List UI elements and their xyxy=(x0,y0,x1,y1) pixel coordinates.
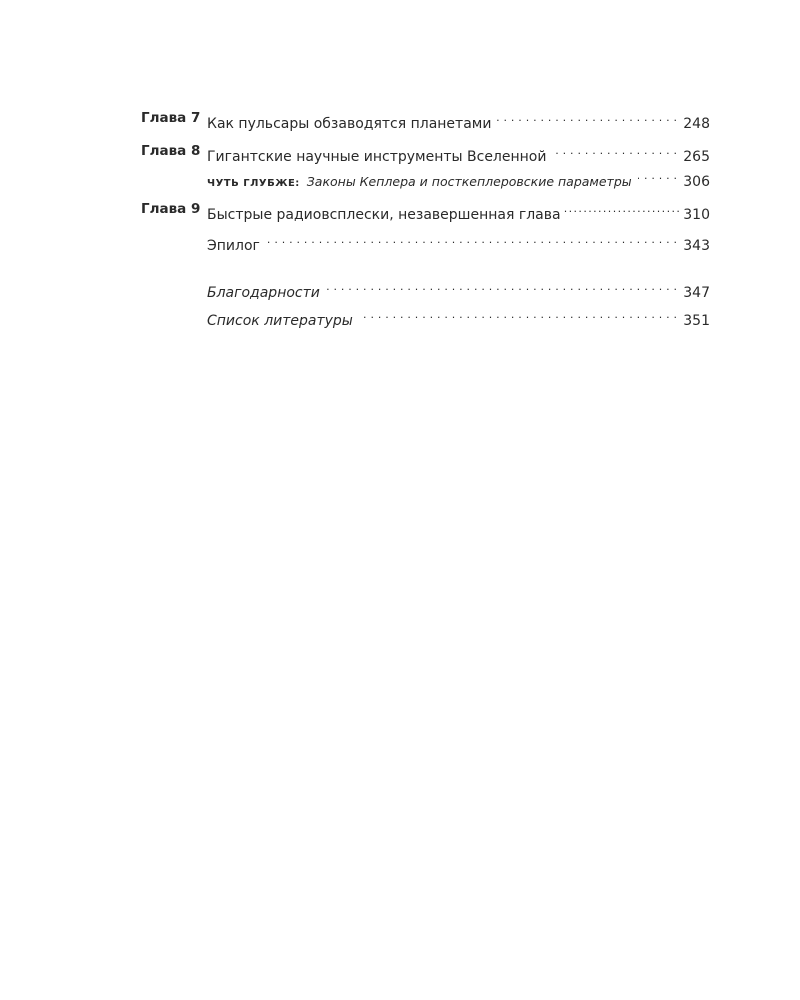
chapter-number: Глава 8 xyxy=(141,143,201,159)
toc-row-deeper-section xyxy=(0,166,800,190)
toc-row-acknowledgements xyxy=(0,277,800,301)
toc-entry xyxy=(207,277,710,303)
dot-leader xyxy=(266,230,677,250)
epilogue-title: Эпилог xyxy=(207,238,260,254)
toc-row-bibliography xyxy=(0,305,800,329)
chapter-title: Быстрые радиовсплески, незавершенная глава xyxy=(207,207,561,223)
page-number: 265 xyxy=(683,149,710,165)
page-number: 351 xyxy=(683,313,710,329)
page-number: 310 xyxy=(683,207,710,223)
toc-row-chapter-8 xyxy=(0,141,800,165)
toc-entry xyxy=(207,305,710,331)
page-number: 248 xyxy=(683,116,710,132)
bibliography-title: Список литературы xyxy=(207,313,353,329)
acknowledgements-title: Благодарности xyxy=(207,285,320,301)
page-number: 343 xyxy=(683,238,710,254)
toc-entry xyxy=(207,230,710,256)
toc-row-chapter-9 xyxy=(0,199,800,223)
dot-leader xyxy=(359,305,677,325)
toc-entry xyxy=(207,141,710,167)
toc-entry xyxy=(207,199,710,225)
chapter-number: Глава 9 xyxy=(141,201,201,217)
chapter-title: Как пульсары обзаводятся планетами xyxy=(207,116,492,132)
dot-leader xyxy=(497,108,677,128)
toc-entry xyxy=(207,166,710,194)
section-title: Законы Кеплера и посткеплеровские параметры xyxy=(306,174,632,189)
toc-row-chapter-7 xyxy=(0,108,800,132)
toc-entry xyxy=(207,108,710,134)
toc-row-epilogue xyxy=(0,230,800,254)
dot-leader xyxy=(326,277,677,297)
dot-leader xyxy=(552,141,677,161)
section-label: ЧУТЬ ГЛУБЖЕ: xyxy=(207,178,300,189)
chapter-number: Глава 7 xyxy=(141,110,201,126)
page-number: 347 xyxy=(683,285,710,301)
page-number: 306 xyxy=(683,174,710,190)
chapter-title: Гигантские научные инструменты Вселенной xyxy=(207,149,547,165)
dot-leader xyxy=(638,166,678,186)
dot-leader xyxy=(563,199,682,219)
